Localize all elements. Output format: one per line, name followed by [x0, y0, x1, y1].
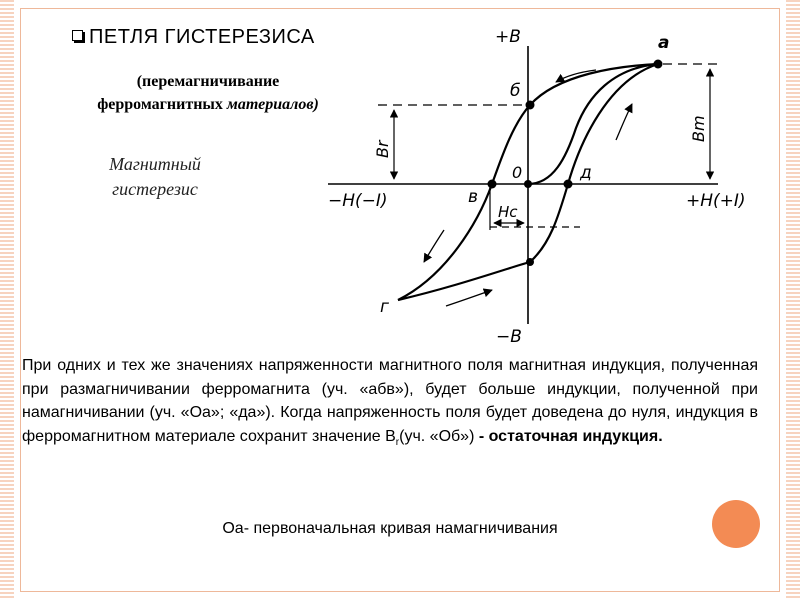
label-point-b: б [510, 81, 521, 101]
label-point-v: в [468, 187, 479, 207]
arrow-upper-left-icon [424, 230, 444, 262]
slide-title-text: ПЕТЛЯ ГИСТЕРЕЗИСА [89, 26, 315, 48]
footnote-text: Оа- первоначальная кривая намагничивания [222, 520, 558, 537]
paragraph-main-text: При одних и тех же значениях напряженности магнитного поля магнитная индукция, полученная при размагничивании ферромагнита (уч. «абв»), будет больше индукции, полученной при намагничивании (уч. «Оа»; «да»). Когда напряженность поля будет доведена до нуля, индукция в ферромагнитном материале сохранит значение B [22, 357, 758, 445]
point-a-marker [654, 60, 663, 69]
label-bm: Bm [689, 115, 708, 142]
label-minus-h: −H(−I) [328, 191, 388, 211]
label-hc: Hc [498, 203, 518, 221]
subtitle-part-1: (перемагничивание [136, 73, 280, 90]
label-point-g: г [380, 297, 389, 317]
point-lower-b-marker [526, 258, 534, 266]
label-plus-h: +H(+I) [686, 191, 746, 211]
decorative-orange-circle [712, 500, 760, 548]
caption-line-1: Магнитный [109, 154, 201, 174]
point-b-marker [526, 101, 535, 110]
right-decorative-stripe [786, 0, 800, 600]
subtitle-part-2: ферромагнитных [97, 96, 223, 113]
checkbox-bullet-icon [72, 30, 83, 41]
point-o-marker [524, 180, 532, 188]
subtitle-part-3: материалов) [226, 96, 319, 113]
slide-title [72, 26, 315, 49]
paragraph-bold-term: - остаточная индукция. [478, 427, 663, 445]
arrow-lower-right-icon [616, 104, 632, 140]
caption-line-2: гистерезис [112, 179, 198, 199]
paragraph-subscript: r [395, 436, 400, 448]
explanation-paragraph [22, 354, 758, 454]
arrow-lower-bottom-icon [446, 290, 492, 306]
label-br: Br [373, 140, 392, 158]
label-plus-b: +B [495, 27, 521, 47]
diagram-caption [80, 152, 230, 202]
label-point-a: a [658, 33, 670, 53]
paragraph-continuation: (уч. «Об») [399, 427, 479, 445]
point-v-marker [488, 180, 497, 189]
label-point-d: д [580, 163, 592, 183]
left-decorative-stripe [0, 0, 14, 600]
label-point-o: 0 [512, 163, 523, 182]
label-minus-b: −B [496, 327, 522, 347]
point-d-marker [564, 180, 573, 189]
hysteresis-loop-diagram [318, 18, 780, 348]
arrow-upper-top-icon [556, 70, 596, 82]
